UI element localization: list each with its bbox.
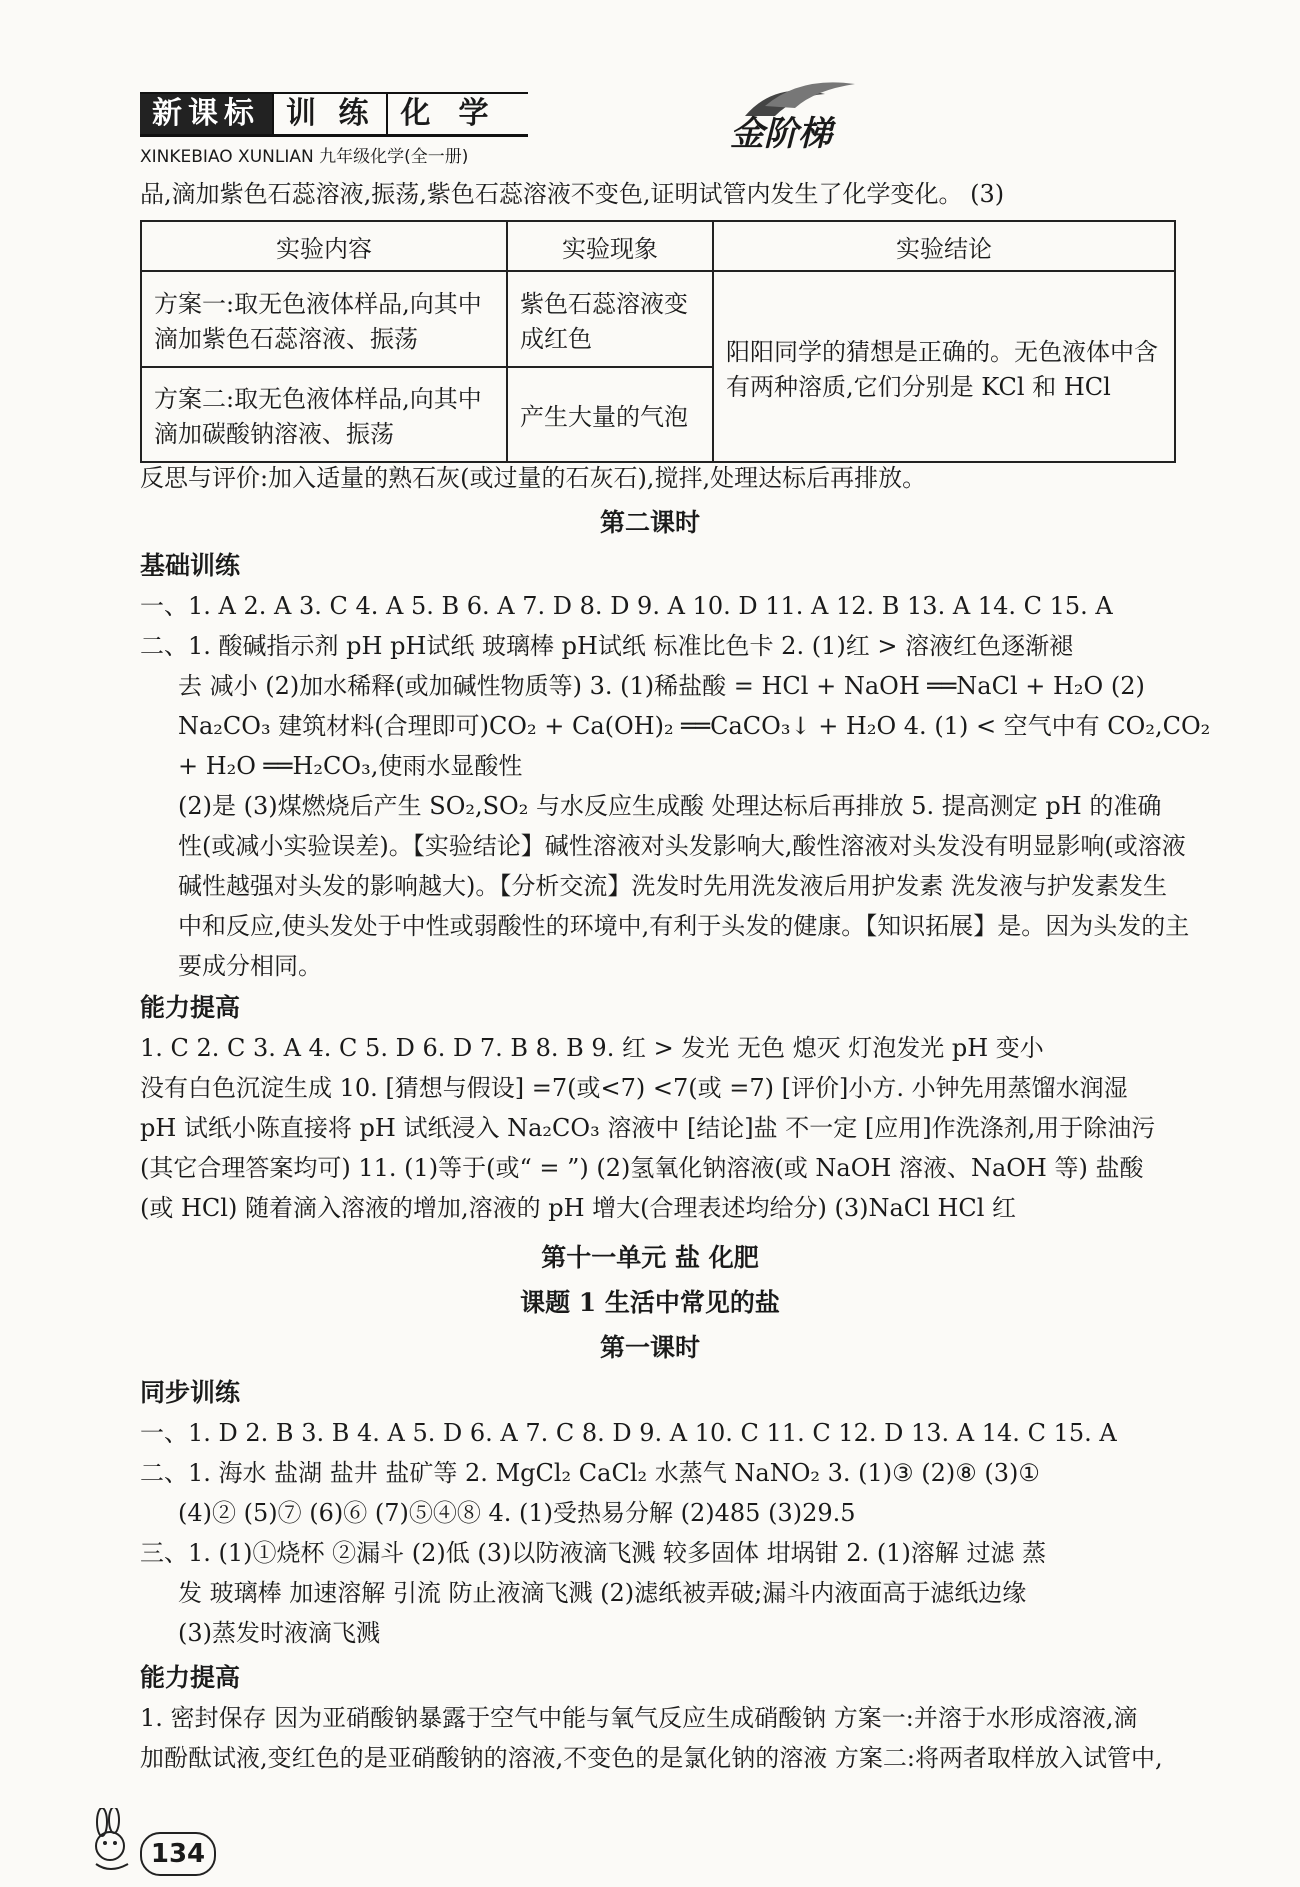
text-line: 1. C 2. C 3. A 4. C 5. D 6. D 7. B 8. B 9. 红 > 发光 无色 熄灭 灯泡发光 pH 变小 bbox=[140, 1034, 1044, 1062]
text-line: 去 减小 (2)加水稀释(或加碱性物质等) 3. (1)稀盐酸 = HCl + NaOH ══NaCl + H₂O (2) bbox=[178, 672, 1145, 700]
table-header: 实验内容 bbox=[141, 221, 507, 271]
text-line: 二、1. 酸碱指示剂 pH pH试纸 玻璃棒 pH试纸 标准比色卡 2. (1)红 > 溶液红色逐渐褪 bbox=[140, 632, 1074, 660]
text-line: (其它合理答案均可) 11. (1)等于(或“ = ”) (2)氢氧化钠溶液(或 NaOH 溶液、NaOH 等) 盐酸 bbox=[140, 1154, 1144, 1182]
experiment-table bbox=[140, 220, 1176, 463]
brand-logo-text: 金阶梯 bbox=[730, 114, 832, 154]
unit-heading: 第十一单元 盐 化肥 bbox=[541, 1243, 759, 1272]
table-cell: 方案二:取无色液体样品,向其中滴加碳酸钠溶液、振荡 bbox=[141, 367, 507, 463]
section-heading: 第二课时 bbox=[599, 508, 700, 537]
page-header bbox=[140, 86, 1180, 167]
text-line: (4)② (5)⑦ (6)⑥ (7)⑤④⑧ 4. (1)受热易分解 (2)485 (3)29.5 bbox=[178, 1499, 856, 1527]
series-title-box bbox=[140, 92, 528, 137]
text-line: 中和反应,使头发处于中性或弱酸性的环境中,有利于头发的健康。【知识拓展】是。因为头发的主 bbox=[178, 912, 1190, 940]
subject-title: 化学 bbox=[400, 96, 517, 131]
text-line: 一、1. A 2. A 3. C 4. A 5. B 6. A 7. D 8. D 9. A 10. D 11. A 12. B 13. A 14. C 15. A bbox=[140, 592, 1113, 620]
text-line: (3)蒸发时液滴飞溅 bbox=[178, 1619, 380, 1647]
text-line: 二、1. 海水 盐湖 盐井 盐矿等 2. MgCl₂ CaCl₂ 水蒸气 NaNO₂ 3. (1)③ (2)⑧ (3)① bbox=[140, 1459, 1040, 1487]
text-line: 一、1. D 2. B 3. B 4. A 5. D 6. A 7. C 8. D 9. A 10. C 11. C 12. D 13. A 14. C 15. A bbox=[140, 1419, 1117, 1447]
rabbit-mascot-icon bbox=[82, 1808, 144, 1874]
header-subtitle: XINKEBIAO XUNLIAN 九年级化学(全一册) bbox=[140, 147, 469, 167]
table-cell: 方案一:取无色液体样品,向其中滴加紫色石蕊溶液、振荡 bbox=[141, 271, 507, 367]
table-cell: 阳阳同学的猜想是正确的。无色液体中含有两种溶质,它们分别是 KCl 和 HCl bbox=[713, 271, 1175, 462]
text-line: (2)是 (3)煤燃烧后产生 SO₂,SO₂ 与水反应生成酸 处理达标后再排放 5. 提高测定 pH 的准确 bbox=[178, 792, 1162, 820]
subsection-heading: 能力提高 bbox=[140, 993, 241, 1022]
table-header: 实验现象 bbox=[507, 221, 713, 271]
table-cell: 产生大量的气泡 bbox=[507, 367, 713, 463]
text-line: 反思与评价:加入适量的熟石灰(或过量的石灰石),搅拌,处理达标后再排放。 bbox=[140, 464, 927, 492]
text-line: Na₂CO₃ 建筑材料(合理即可)CO₂ + Ca(OH)₂ ══CaCO₃↓ + H₂O 4. (1) < 空气中有 CO₂,CO₂ bbox=[178, 712, 1211, 740]
subsection-heading: 同步训练 bbox=[140, 1378, 241, 1407]
text-line: 没有白色沉淀生成 10. [猜想与假设] =7(或<7) <7(或 =7) [评价]小方. 小钟先用蒸馏水润湿 bbox=[140, 1074, 1128, 1102]
text-line: 1. 密封保存 因为亚硝酸钠暴露于空气中能与氧气反应生成硝酸钠 方案一:并溶于水形成溶液,滴 bbox=[140, 1704, 1138, 1732]
page-number: 134 bbox=[140, 1832, 216, 1876]
text-line: 品,滴加紫色石蕊溶液,振荡,紫色石蕊溶液不变色,证明试管内发生了化学变化。 (3) bbox=[140, 180, 1005, 208]
text-line: 三、1. (1)①烧杯 ②漏斗 (2)低 (3)以防液滴飞溅 较多固体 坩埚钳 2. (1)溶解 过滤 蒸 bbox=[140, 1539, 1047, 1567]
table-header: 实验结论 bbox=[713, 221, 1175, 271]
text-line: pH 试纸小陈直接将 pH 试纸浸入 Na₂CO₃ 溶液中 [结论]盐 不一定 [应用]作洗涤剂,用于除油污 bbox=[140, 1114, 1156, 1142]
text-line: (或 HCl) 随着滴入溶液的增加,溶液的 pH 增大(合理表述均给分) (3)NaCl HCl 红 bbox=[140, 1194, 1017, 1222]
table-cell: 紫色石蕊溶液变成红色 bbox=[507, 271, 713, 367]
topic-heading: 课题 1 生活中常见的盐 bbox=[520, 1288, 780, 1317]
text-line: + H₂O ══H₂CO₃,使雨水显酸性 bbox=[178, 752, 523, 780]
text-line: 发 玻璃棒 加速溶解 引流 防止液滴飞溅 (2)滤纸被弄破;漏斗内液面高于滤纸边缘 bbox=[178, 1579, 1027, 1607]
series-name: 新课标 bbox=[140, 94, 274, 134]
section-heading: 第一课时 bbox=[599, 1333, 700, 1362]
subsection-heading: 基础训练 bbox=[140, 551, 241, 580]
text-line: 碱性越强对头发的影响越大)。【分析交流】洗发时先用洗发液后用护发素 洗发液与护发素发生 bbox=[178, 872, 1167, 900]
series-training: 训 练 bbox=[274, 94, 388, 134]
text-line: 加酚酞试液,变红色的是亚硝酸钠的溶液,不变色的是氯化钠的溶液 方案二:将两者取样放入试管中, bbox=[140, 1744, 1163, 1772]
text-line: 性(或减小实验误差)。【实验结论】碱性溶液对头发影响大,酸性溶液对头发没有明显影响(或溶液 bbox=[178, 832, 1186, 860]
text-line: 要成分相同。 bbox=[178, 952, 322, 980]
subsection-heading: 能力提高 bbox=[140, 1663, 241, 1692]
